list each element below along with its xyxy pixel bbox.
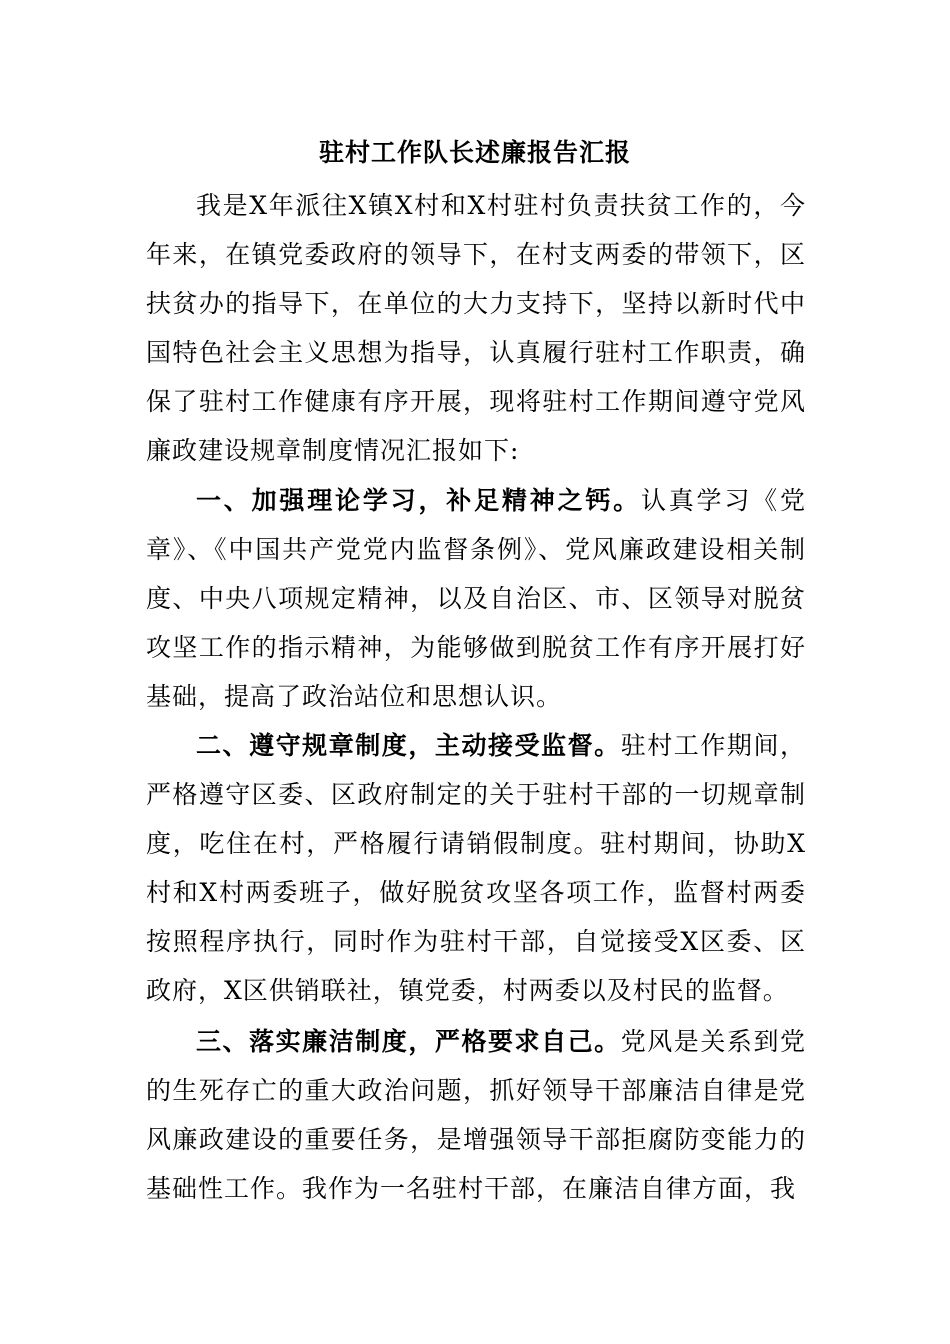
document-title: 驻村工作队长述廉报告汇报 (318, 138, 631, 167)
section-3-body: 党风是关系到党的生死存亡的重大政治问题，抓好领导干部廉洁自律是党风廉政建设的重要任务，是增强领导干部拒腐防变能力的基础性工作。我作为一名驻村干部，在廉洁自律方面，我 (146, 1027, 806, 1203)
section-1-paragraph (146, 476, 806, 721)
section-2-body: 驻村工作期间，严格遵守区委、区政府制定的关于驻村干部的一切规章制度，吃住在村，严格履行请销假制度。驻村期间，协助X村和X村两委班子，做好脱贫攻坚各项工作，监督村两委按照程序执行，同时作为驻村干部，自觉接受X区委、区政府，X区供销联社，镇党委，村两委以及村民的监督。 (146, 731, 806, 1005)
section-2-heading: 二、遵守规章制度，主动接受监督。 (196, 731, 621, 760)
section-1-heading: 一、加强理论学习，补足精神之钙。 (196, 486, 641, 515)
intro-paragraph: 我是X年派往X镇X村和X村驻村负责扶贫工作的，今年来，在镇党委政府的领导下，在村支两委的带领下，区扶贫办的指导下，在单位的大力支持下，坚持以新时代中国特色社会主义思想为指导，认真履行驻村工作职责，确保了驻村工作健康有序开展，现将驻村工作期间遵守党风廉政建设规章制度情况汇报如下: (146, 191, 806, 465)
section-3-heading: 三、落实廉洁制度，严格要求自己。 (196, 1027, 621, 1056)
section-3-paragraph (146, 1017, 806, 1213)
section-2-paragraph (146, 721, 806, 1015)
section-1-body: 认真学习《党章》、《中国共产党党内监督条例》、党风廉政建设相关制度、中央八项规定精神，以及自治区、市、区领导对脱贫攻坚工作的指示精神，为能够做到脱贫工作有序开展打好基础，提高了政治站位和思想认识。 (146, 486, 806, 711)
